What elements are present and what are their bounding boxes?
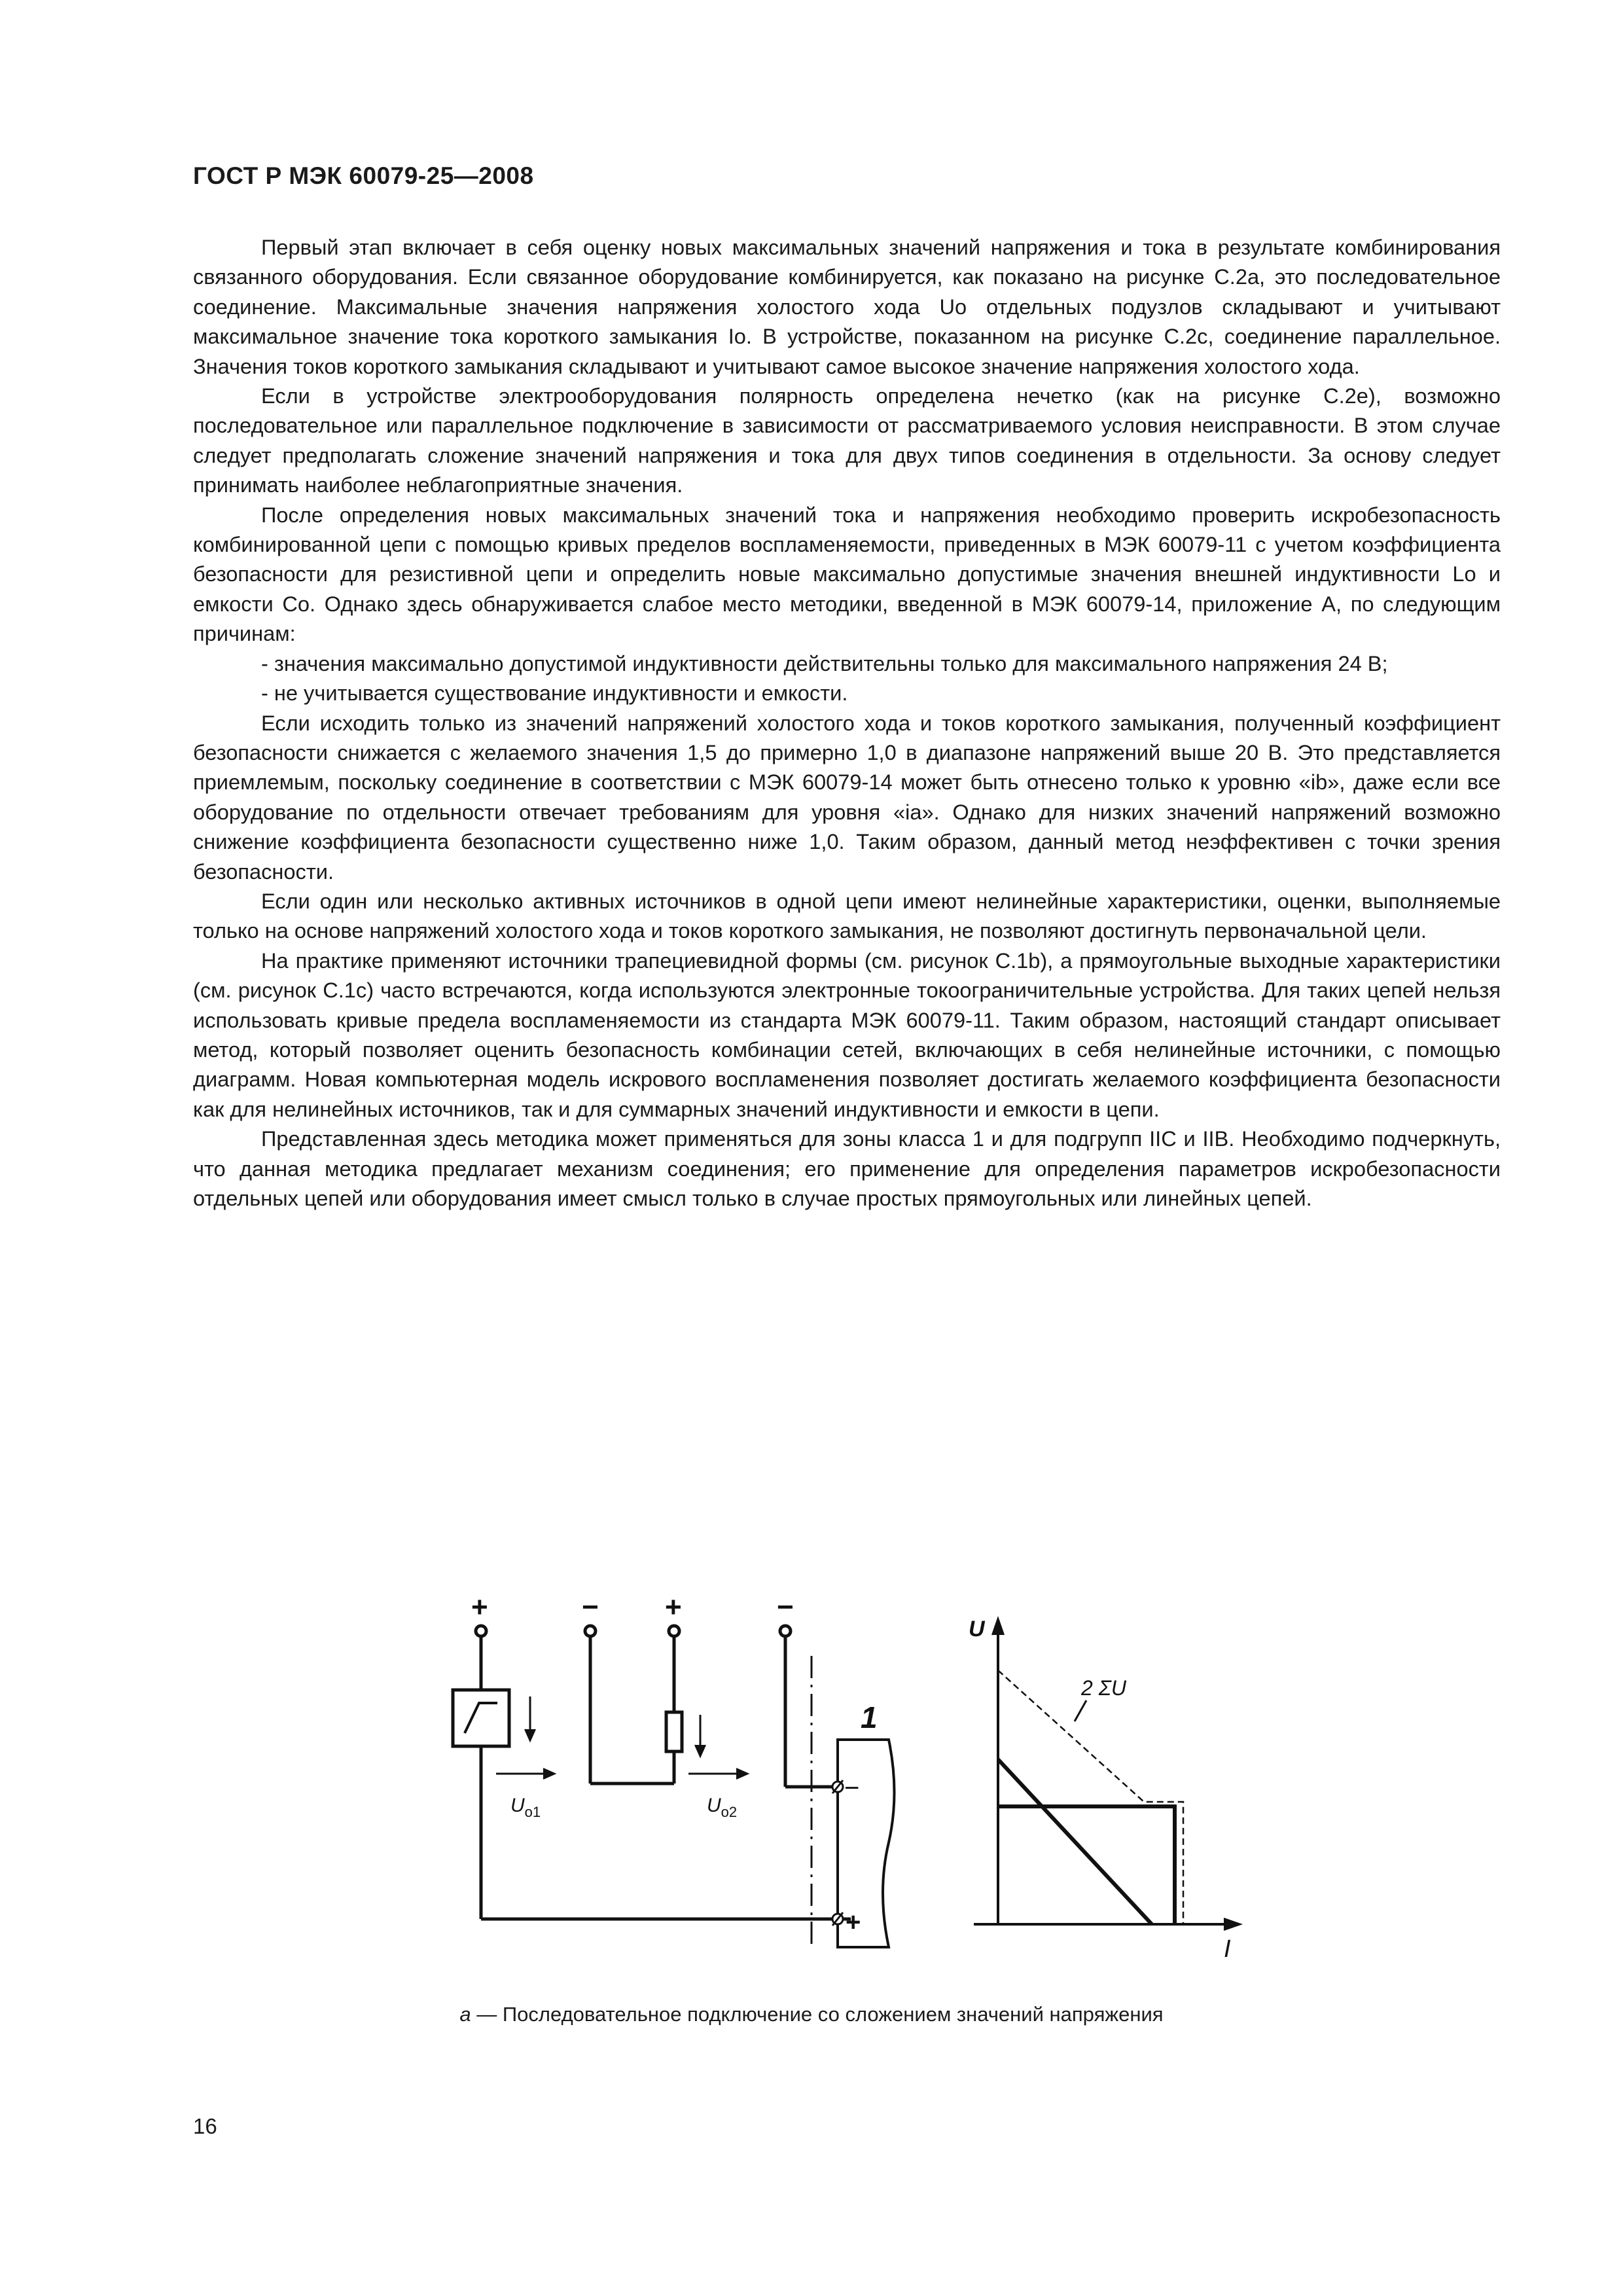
block-minus-label: − xyxy=(844,1774,860,1803)
paragraph: Если один или несколько активных источников в одной цепи имеют нелинейные характеристики, оценки, выполняемые только на основе напряжений холостого хода и токов короткого замыкания, не позволяют достигнуть первоначальной цели. xyxy=(193,888,1501,943)
paragraph: Первый этап включает в себя оценку новых максимальных значений напряжения и тока в результате комбинирования связанного оборудования. Если связанное оборудование комбинируется, как показано на рисунке С.2а, это последовательное соединение. Максимальные значения напряжения холостого хода Uо отдельных подузлов складывают и учитывают максимальное значение тока короткого замыкания Iо. В устройстве, показанном на рисунке С.2с, соединение параллельное. Значения токов короткого замыкания складывают и учитывают самое высокое значение напряжения холостого хода. xyxy=(193,235,1501,378)
axis-u-label: U xyxy=(969,1617,985,1641)
caption-letter: а xyxy=(459,2003,471,2026)
list-item: - значения максимально допустимой индуктивности действительны только для максимального напряжения 24 В; xyxy=(261,651,1388,675)
paragraph: На практике применяют источники трапециевидной формы (см. рисунок С.1b), а прямоугольные выходные характеристики (см. рисунок С.1с) часто встречаются, когда используются электронные токоограничительные устройства. Для таких цепей нельзя использовать кривые предела воспламеняемости из стандарта МЭК 60079-11. Таким образом, настоящий стандарт описывает метод, который позволяет оценить безопасность комбинации сетей, включающих в себя нелинейные источники, с помощью диаграмм. Новая компьютерная модель искрового воспламенения позволяет достигать желаемого коэффициента безопасности как для нелинейных источников, так и для суммарных значений индуктивности и емкости в цепи. xyxy=(193,948,1501,1121)
list-item: - не учитывается существование индуктивности и емкости. xyxy=(261,681,848,706)
figure-series-connection xyxy=(419,1584,1315,1990)
terminal-minus-label: − xyxy=(777,1591,794,1623)
circuit-diagram xyxy=(419,1584,1315,1990)
terminal-plus-label: + xyxy=(471,1591,488,1623)
sum-voltage-label: 2 ΣU xyxy=(1081,1676,1126,1700)
body-text xyxy=(193,232,1501,1213)
paragraph: После определения новых максимальных значений тока и напряжения необходимо проверить искробезопасность комбинированной цепи с помощью кривых пределов воспламеняемости, приведенных в МЭК 60079-11 с учетом коэффициента безопасности для резистивной цепи и определить новые максимально допустимые значения внешней индуктивности Lо и емкости Cо. Однако здесь обнаруживается слабое место методики, введенной в МЭК 60079-14, приложение А, по следующим причинам: xyxy=(193,502,1501,646)
figure-caption xyxy=(0,2003,1623,2026)
axis-i-label: I xyxy=(1224,1935,1231,1963)
voltage-uo1-label: $U_{o1}$ xyxy=(510,1795,541,1820)
page-number: 16 xyxy=(193,2114,217,2138)
paragraph: Если исходить только из значений напряжений холостого хода и токов короткого замыкания, полученный коэффициент безопасности снижается с желаемого значения 1,5 до примерно 1,0 в диапазоне напряжений выше 20 В. Это представляется приемлемым, поскольку соединение в соответствии с МЭК 60079-14 может быть отнесено только к уровню «ib», даже если все оборудование по отдельности отвечает требованиям для уровня «ia». Однако для низких значений напряжений возможно снижение коэффициента безопасности существенно ниже 1,0. Таким образом, данный метод неэффективен с точки зрения безопасности. xyxy=(193,710,1501,884)
terminal-minus-label: − xyxy=(582,1591,599,1623)
block-number-label: 1 xyxy=(861,1700,878,1734)
paragraph: Если в устройстве электрооборудования полярность определена нечетко (как на рисунке С.2е), возможно последовательное или параллельное подключение в зависимости от рассматриваемого условия неисправности. В этом случае следует предполагать сложение значений напряжения и тока для двух типов соединения в отдельности. За основу следует принимать наиболее неблагоприятные значения. xyxy=(193,384,1501,497)
paragraph: Представленная здесь методика может применяться для зоны класса 1 и для подгрупп IIC и IIB. Необходимо подчеркнуть, что данная методика предлагает механизм соединения; его применение для определения параметров искробезопасности отдельных цепей или оборудования имеет смысл только в случае простых прямоугольных или линейных цепей. xyxy=(193,1126,1501,1210)
caption-text: — Последовательное подключение со сложением значений напряжения xyxy=(471,2003,1164,2026)
terminal-plus-label: + xyxy=(665,1591,682,1623)
block-plus-label: + xyxy=(846,1908,861,1937)
voltage-uo2-label: $U_{o2}$ xyxy=(707,1795,738,1820)
document-header: ГОСТ Р МЭК 60079-25—2008 xyxy=(193,162,534,189)
